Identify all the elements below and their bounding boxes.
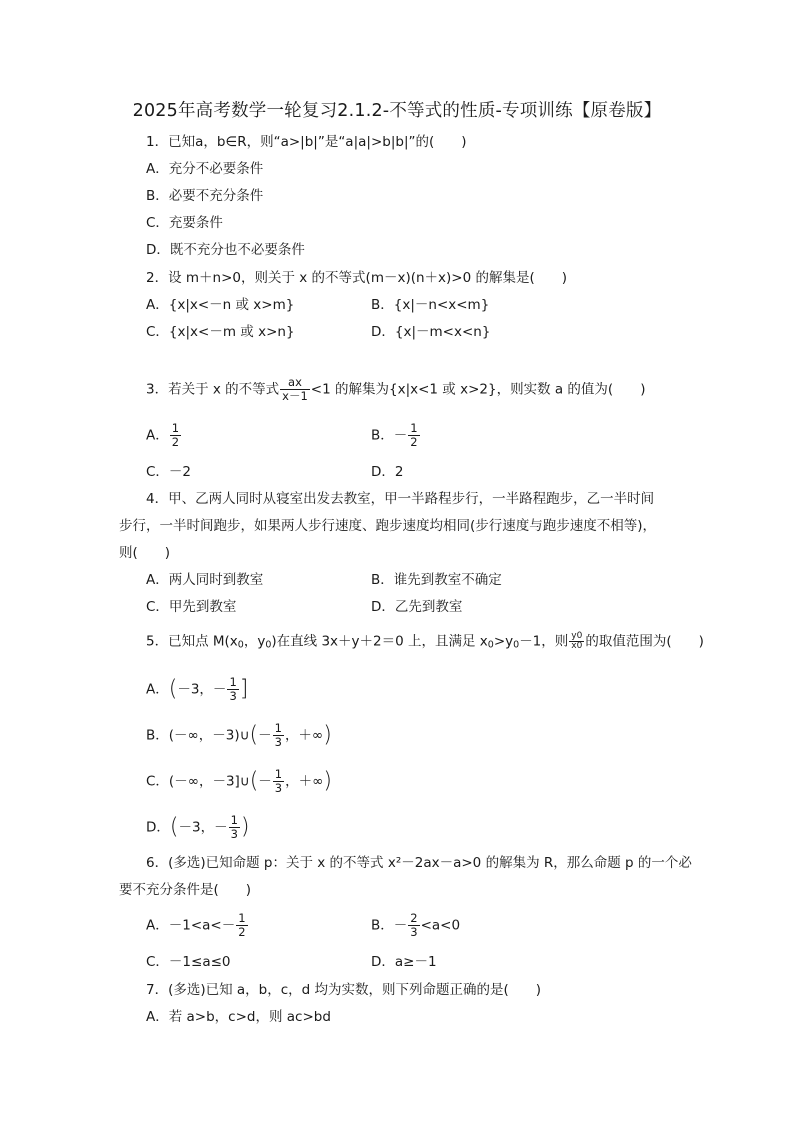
q2-option-c: C．{x|x<－m 或 x>n}	[146, 324, 295, 340]
q5-d-fraction	[229, 814, 240, 841]
q5-a-num: 1	[229, 675, 237, 689]
q1-prefix: 1．已知	[146, 134, 196, 150]
q5-sub-3: 0	[487, 639, 494, 651]
q5-fraction-den: x0	[571, 641, 583, 651]
q3-option-a	[146, 422, 182, 449]
q6-b-prefix: B．－	[371, 917, 408, 934]
q5-d-den: 3	[230, 827, 238, 842]
q3-lead: 3．若关于 x 的不等式	[146, 381, 280, 398]
q5-option-d	[146, 814, 250, 841]
question-4-line-2: 步行，一半时间跑步，如果两人步行速度、跑步速度均相同(步行速度与跑步速度不相等)，	[119, 518, 657, 534]
q6-b-fraction	[408, 912, 419, 939]
q5-c-num: 1	[274, 767, 283, 781]
q5-b-fraction	[273, 722, 284, 749]
q4-option-c: C．甲先到教室	[146, 599, 237, 615]
q3-tail: <1 的解集为{x|x<1 或 x>2}，则实数 a 的值为( )	[310, 381, 646, 398]
q2-option-d: D．{x|－m<x<n}	[371, 324, 491, 340]
q5-stem-i: －1，则	[519, 633, 569, 650]
q5-c-left-bracket: (	[249, 768, 259, 794]
question-1-stem	[146, 134, 467, 150]
q5-c-right-bracket: )	[323, 768, 332, 794]
q5-c-fraction	[273, 768, 284, 795]
q5-stem-g: >y	[493, 633, 514, 650]
q5-a-left-bracket: (	[168, 676, 178, 702]
q3-a-num: 1	[171, 421, 180, 435]
q6-a-num: 1	[238, 911, 246, 925]
q3-b-fraction	[408, 422, 419, 449]
q5-sub-1: 0	[237, 639, 244, 651]
question-4-line-3: 则( )	[119, 545, 171, 561]
question-2-stem: 2．设 m＋n>0，则关于 x 的不等式(m－x)(n＋x)>0 的解集是( )	[146, 270, 568, 286]
q3-b-den: 2	[410, 435, 418, 450]
q6-option-b	[371, 912, 460, 939]
q3-option-d: D．2	[371, 464, 404, 480]
question-5-stem	[146, 632, 704, 651]
q2-option-b: B．{x|－n<x<m}	[371, 297, 490, 313]
q5-fraction-num: y0	[571, 631, 583, 641]
q5-b-den: 3	[274, 735, 282, 750]
q5-b-mid: －	[258, 727, 272, 744]
q5-b-num: 1	[274, 721, 282, 735]
q5-sub-2: 0	[265, 639, 272, 651]
q7-option-a: A．若 a>b，c>d，则 ac>bd	[146, 1009, 331, 1025]
q3-a-fraction	[170, 422, 181, 449]
q5-a-right-bracket: ]	[239, 676, 249, 702]
q6-b-num: 2	[410, 911, 418, 925]
q3-a-prefix: A．	[146, 427, 169, 444]
q1-option-a: A．充分不必要条件	[146, 161, 264, 177]
q2-option-a: A．{x|x<－n 或 x>m}	[146, 297, 295, 313]
q6-option-c: C．－1≤a≤0	[146, 954, 231, 970]
q5-c-mid: －	[258, 773, 272, 790]
q5-stem-j: 的取值范围为( )	[585, 633, 704, 650]
q5-a-mid: －3，－	[177, 681, 227, 698]
q5-b-right-bracket: )	[323, 722, 332, 748]
q5-d-mid: －3，－	[178, 819, 228, 836]
q5-b-tail: ，＋∞	[284, 727, 324, 744]
q5-c-den: 3	[274, 781, 283, 796]
q1-option-c: C．充要条件	[146, 215, 223, 231]
q1-mid: ∈R，则“a>|b|”是“a|a|>b|b|”的( )	[225, 134, 467, 150]
question-6-line-2: 要不充分条件是( )	[119, 882, 252, 898]
q5-d-label: D．	[146, 819, 170, 836]
q5-stem-c: ，y	[243, 633, 266, 650]
q4-option-d: D．乙先到教室	[371, 599, 463, 615]
q6-b-tail: <a<0	[420, 917, 461, 934]
q6-a-den: 2	[238, 925, 246, 940]
q1-vars: a，b	[195, 134, 226, 150]
q4-option-b: B．谁先到教室不确定	[371, 572, 502, 588]
q1-option-d: D．既不充分也不必要条件	[146, 242, 305, 258]
q5-d-right-bracket: )	[240, 814, 250, 840]
question-4-line-1: 4．甲、乙两人同时从寝室出发去教室，甲一半路程步行，一半路程跑步，乙一半时间	[146, 491, 655, 507]
q5-c-tail: ，＋∞	[285, 773, 324, 790]
q5-option-c	[146, 768, 332, 795]
q5-a-den: 3	[229, 689, 237, 704]
page-title: 2025年高考数学一轮复习2.1.2-不等式的性质-专项训练【原卷版】	[132, 101, 662, 121]
q5-c-label: C．(－∞，－3]∪	[146, 773, 250, 790]
q1-option-b: B．必要不充分条件	[146, 188, 264, 204]
q3-option-c: C．－2	[146, 464, 192, 480]
q5-option-b	[146, 722, 332, 749]
q5-fraction	[569, 632, 584, 651]
q3-fraction-num: ax	[280, 376, 310, 390]
q6-a-prefix: A．－1<a<－	[146, 917, 236, 934]
question-6-line-1: 6．(多选)已知命题 p：关于 x 的不等式 x²－2ax－a>0 的解集为 R，那么命题 p 的一个必	[146, 855, 692, 871]
q6-b-den: 3	[410, 925, 418, 940]
q5-d-left-bracket: (	[169, 814, 179, 840]
question-3-stem	[146, 376, 645, 403]
q3-b-num: 1	[410, 421, 418, 435]
q6-a-fraction	[236, 912, 247, 939]
q5-option-a	[146, 676, 248, 703]
q3-b-prefix: B．－	[371, 427, 408, 444]
q3-option-b	[371, 422, 421, 449]
q5-d-num: 1	[230, 813, 238, 827]
q4-option-a: A．两人同时到教室	[146, 572, 264, 588]
q3-a-den: 2	[171, 435, 180, 450]
q5-a-label: A．	[146, 681, 169, 698]
question-7-stem: 7．(多选)已知 a，b，c，d 均为实数，则下列命题正确的是( )	[146, 982, 542, 998]
q5-stem-a: 5．已知点 M(x	[146, 633, 238, 650]
q5-b-left-bracket: (	[249, 722, 259, 748]
q3-fraction-den: x－1	[282, 389, 308, 404]
q5-sub-4: 0	[513, 639, 520, 651]
q6-option-a	[146, 912, 249, 939]
q5-a-fraction	[227, 676, 238, 703]
q3-fraction	[280, 376, 310, 403]
q6-option-d: D．a≥－1	[371, 954, 437, 970]
q5-b-label: B．(－∞，－3)∪	[146, 727, 250, 744]
q5-stem-e: )在直线 3x＋y＋2＝0 上，且满足 x	[271, 633, 488, 650]
